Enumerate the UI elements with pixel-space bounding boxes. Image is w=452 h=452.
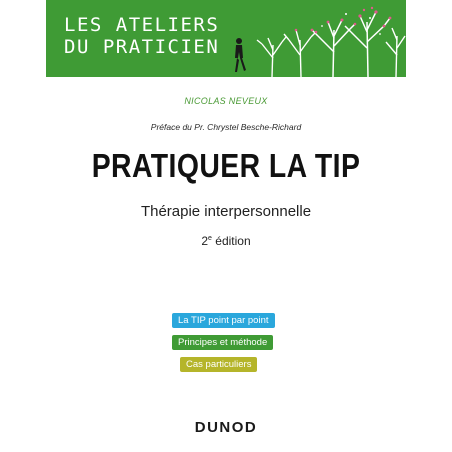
publisher-logo: DUNOD bbox=[194, 419, 258, 436]
book-subtitle: Thérapie interpersonnelle bbox=[140, 203, 312, 220]
book-cover bbox=[46, 0, 406, 452]
tag-cas-particuliers: Cas particuliers bbox=[180, 357, 257, 372]
series-banner bbox=[46, 0, 406, 77]
book-title: PRATIQUER LA TIP bbox=[91, 147, 361, 184]
series-title-line-1: LES ATELIERS bbox=[64, 14, 220, 36]
edition-number: 2 bbox=[201, 234, 209, 248]
tag-principes-et-methode: Principes et méthode bbox=[172, 335, 273, 350]
tree-4-icon bbox=[345, 12, 390, 77]
edition-suffix: e bbox=[208, 235, 212, 242]
author-name: NICOLAS NEVEUX bbox=[184, 96, 268, 106]
trees-illustration bbox=[46, 0, 406, 77]
preface-credit: Préface du Pr. Chrystel Besche-Richard bbox=[150, 122, 302, 132]
edition-word: édition bbox=[215, 234, 251, 248]
tree-1-icon bbox=[257, 37, 286, 77]
series-title-line-2: DU PRATICIEN bbox=[64, 36, 220, 58]
edition-label bbox=[46, 234, 406, 248]
tag-tip-point-par-point: La TIP point par point bbox=[172, 313, 275, 328]
tree-2-icon bbox=[284, 30, 316, 77]
tree-5-icon bbox=[386, 28, 405, 77]
blossoms-icon bbox=[295, 7, 392, 34]
walking-man-icon bbox=[235, 38, 246, 72]
